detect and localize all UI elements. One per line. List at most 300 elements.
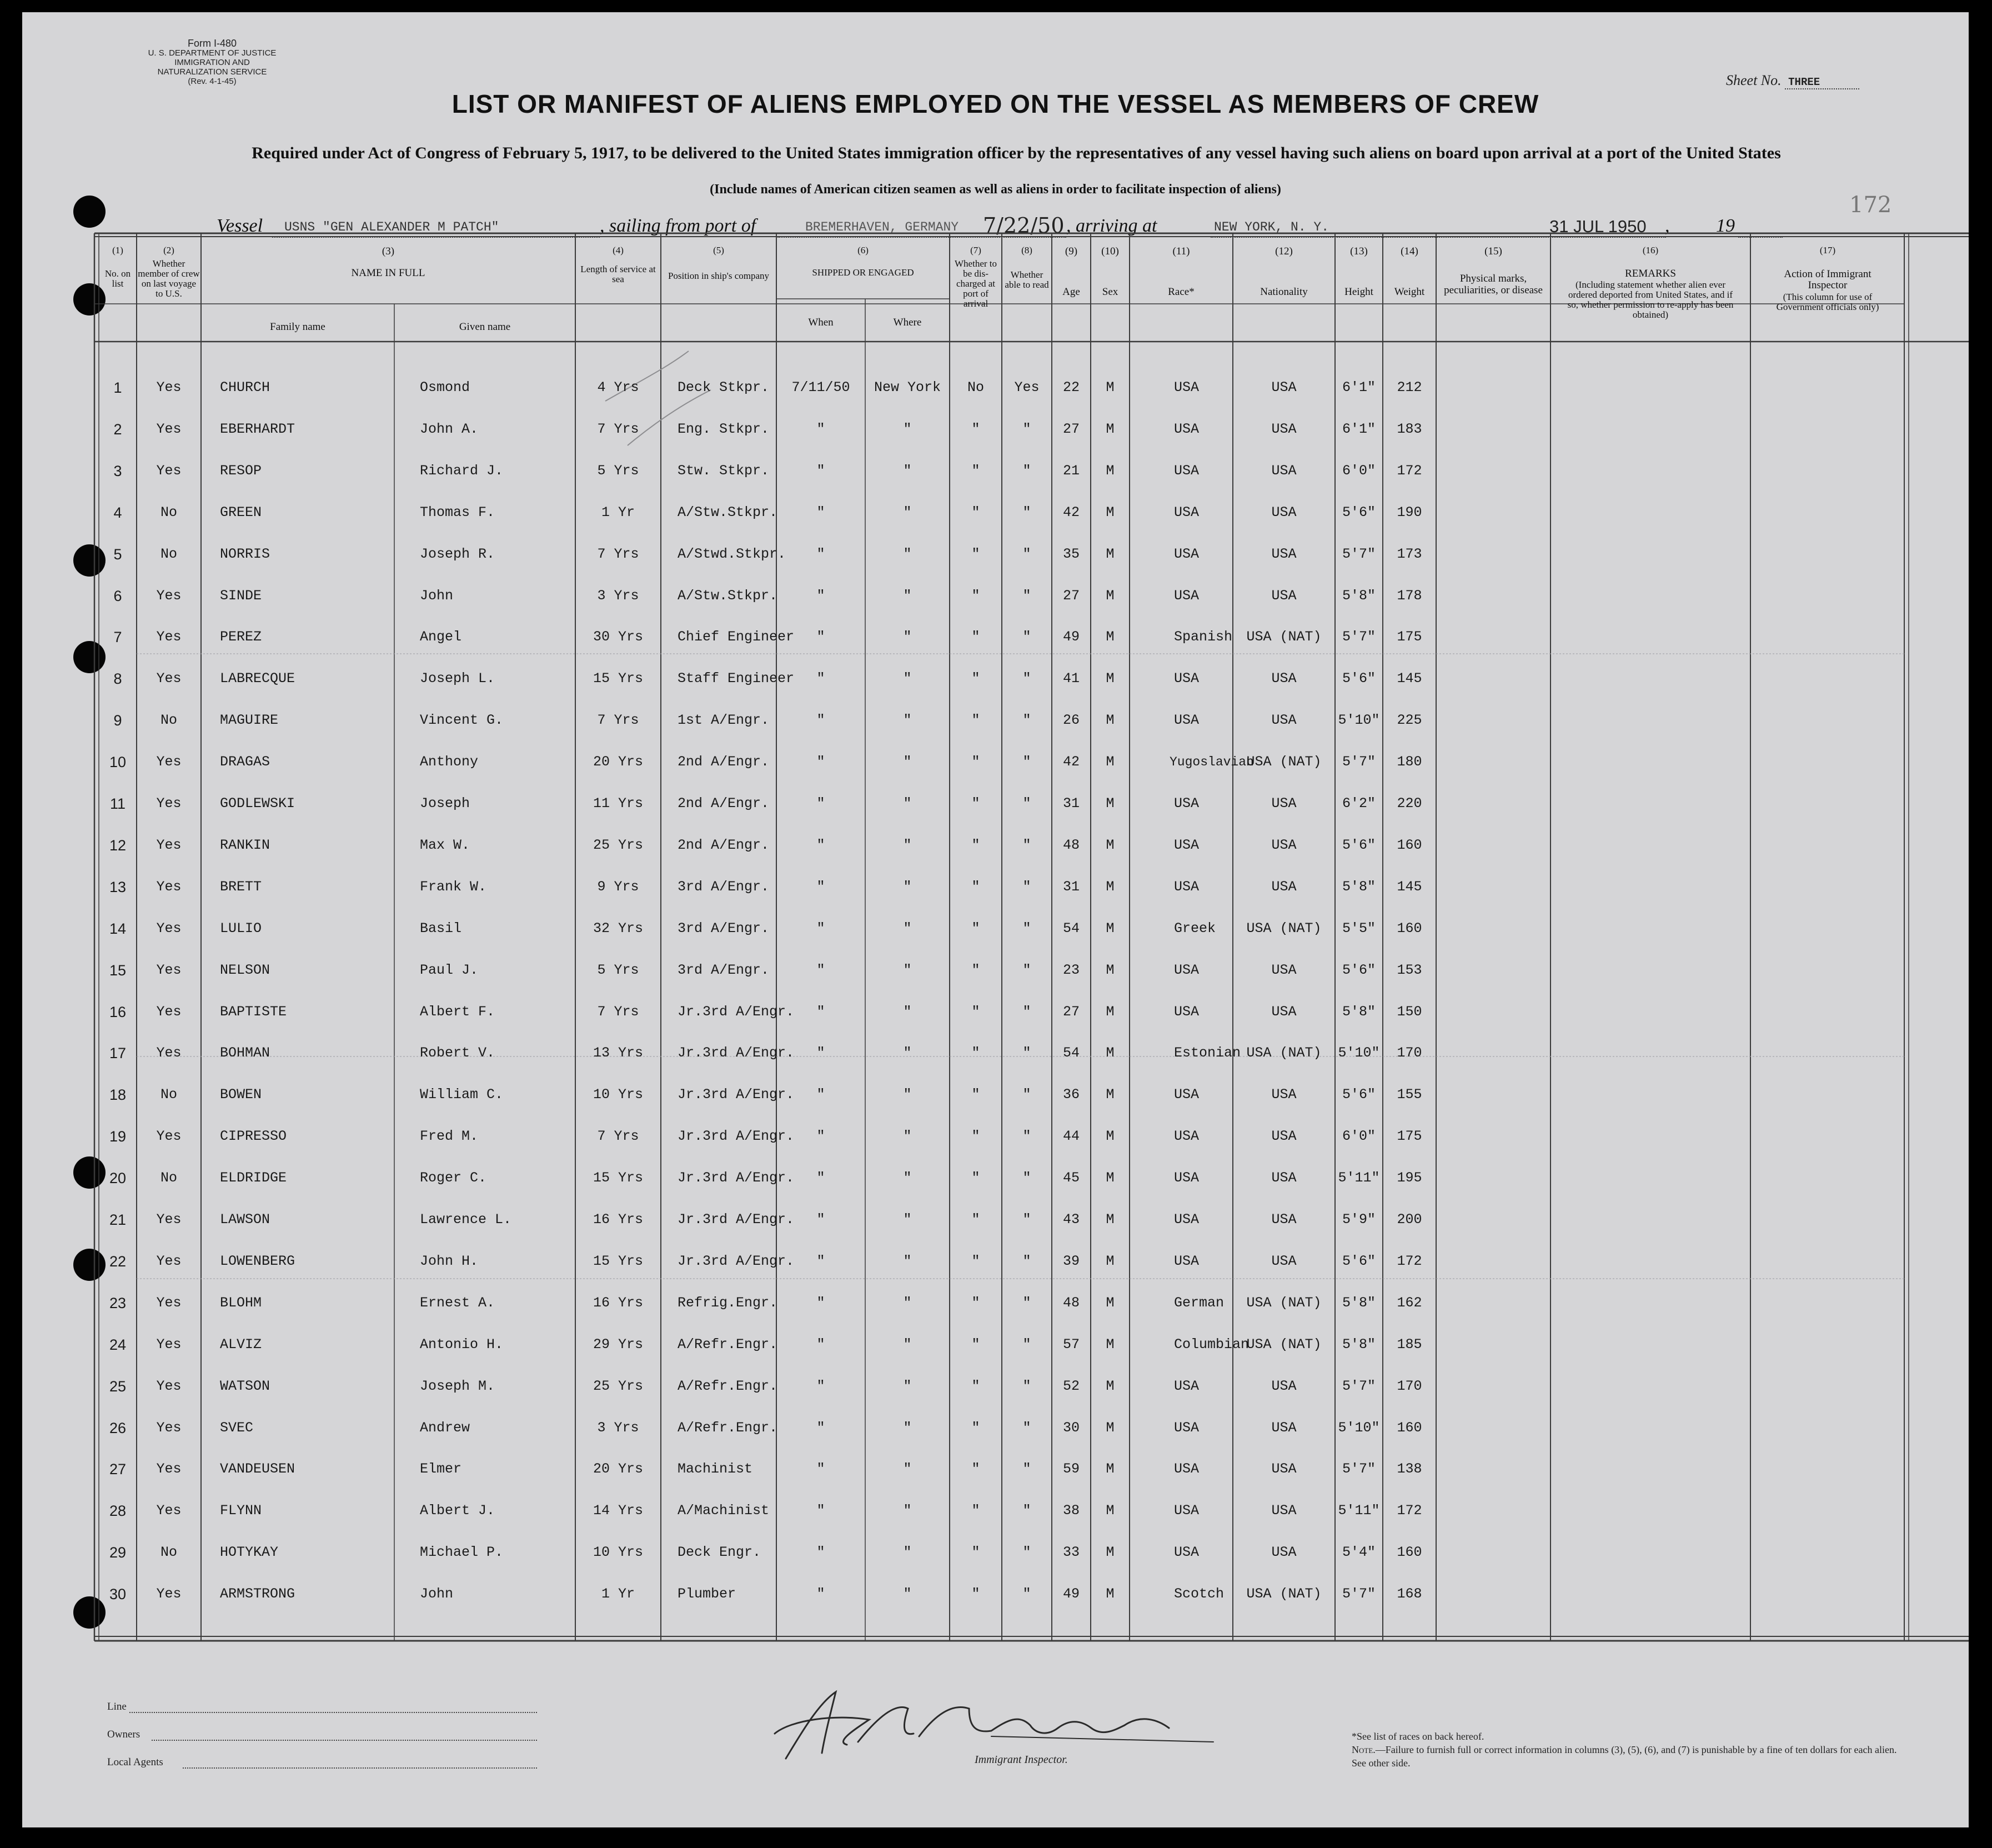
- service-length-cell: 3 Yrs: [597, 1420, 639, 1436]
- age-cell: 38: [1062, 1503, 1080, 1519]
- shipped-when-cell: ": [816, 1086, 825, 1103]
- weight-cell: 220: [1397, 795, 1422, 812]
- sheet-number-value: THREE: [1785, 76, 1859, 89]
- shipped-when-cell: ": [816, 1128, 825, 1144]
- weight-cell: 150: [1397, 1004, 1422, 1020]
- weight-cell: 160: [1397, 920, 1422, 936]
- col9-num: (9): [1065, 246, 1078, 257]
- shipped-where-cell: ": [903, 1128, 912, 1144]
- age-cell: 35: [1062, 546, 1080, 562]
- col12-num: (12): [1275, 246, 1293, 257]
- able-to-read-cell: ": [1022, 1211, 1031, 1228]
- age-cell: 49: [1062, 1586, 1080, 1602]
- last-voyage-cell: Yes: [156, 588, 182, 604]
- shipped-when-cell: ": [816, 463, 825, 479]
- position-cell: Staff Engineer: [678, 670, 795, 687]
- table-row: [22, 496, 1969, 529]
- nationality-cell: USA (NAT): [1246, 1586, 1322, 1602]
- age-cell: 27: [1062, 588, 1080, 604]
- given-name-header: Given name: [459, 321, 511, 333]
- given-name-cell: Basil: [420, 920, 462, 936]
- given-name-cell: Max W.: [420, 837, 470, 853]
- col16-note: (Including statement whether alien ever ordered deported from United States, and if so, whether permission to re-apply has been obtained): [1567, 279, 1734, 320]
- shipped-where-cell: ": [903, 588, 912, 604]
- height-cell: 5'7": [1342, 629, 1376, 645]
- position-cell: 2nd A/Engr.: [678, 837, 770, 853]
- position-cell: Refrig.Engr.: [678, 1295, 778, 1311]
- col12-label: Nationality: [1260, 286, 1308, 298]
- service-length-cell: 13 Yrs: [593, 1045, 643, 1061]
- height-cell: 5'10": [1338, 712, 1380, 728]
- agents-label: Local Agents: [107, 1756, 163, 1768]
- family-name-cell: WATSON: [220, 1378, 270, 1394]
- shipped-where-cell: ": [903, 546, 912, 562]
- nationality-cell: USA: [1271, 1378, 1297, 1394]
- height-cell: 5'6": [1342, 1086, 1376, 1103]
- list-number-cell: 25: [109, 1378, 127, 1395]
- weight-cell: 173: [1397, 546, 1422, 562]
- last-voyage-cell: Yes: [156, 463, 182, 479]
- table-row: [22, 1328, 1969, 1361]
- col16-label: REMARKS: [1625, 268, 1676, 279]
- last-voyage-cell: Yes: [156, 837, 182, 853]
- table-row: [22, 579, 1969, 613]
- able-to-read-cell: ": [1022, 1170, 1031, 1186]
- col11-num: (11): [1172, 246, 1190, 257]
- col9-header: [1052, 246, 1091, 298]
- shipped-where-cell: ": [903, 1295, 912, 1311]
- discharged-cell: ": [971, 1503, 980, 1519]
- sheet-number-label: Sheet No.: [1726, 72, 1782, 88]
- nationality-cell: USA: [1271, 1544, 1297, 1560]
- nationality-cell: USA (NAT): [1246, 1295, 1322, 1311]
- table-row: [22, 1286, 1969, 1320]
- service-length-cell: 30 Yrs: [593, 629, 643, 645]
- col3-header: [201, 246, 575, 279]
- shipped-when-cell: ": [816, 670, 825, 687]
- age-cell: 48: [1062, 837, 1080, 853]
- col10-num: (10): [1101, 246, 1119, 257]
- weight-cell: 185: [1397, 1336, 1422, 1353]
- sex-cell: M: [1106, 962, 1115, 978]
- col8-header: [1002, 246, 1052, 290]
- shipped-when-cell: ": [816, 795, 825, 812]
- race-cell: Scotch: [1174, 1586, 1225, 1602]
- height-cell: 5'7": [1342, 1461, 1376, 1477]
- height-cell: 5'11": [1338, 1503, 1380, 1519]
- table-row: [22, 1245, 1969, 1278]
- discharged-cell: ": [971, 546, 980, 562]
- age-cell: 22: [1062, 379, 1080, 395]
- shipped-when-cell: ": [816, 1295, 825, 1311]
- family-name-cell: BOWEN: [220, 1086, 262, 1103]
- height-cell: 5'8": [1342, 879, 1376, 895]
- able-to-read-cell: ": [1022, 421, 1031, 437]
- sex-cell: M: [1106, 1378, 1115, 1394]
- weight-cell: 180: [1397, 754, 1422, 770]
- last-voyage-cell: Yes: [156, 879, 182, 895]
- race-cell: USA: [1174, 670, 1200, 687]
- nationality-cell: USA: [1271, 1004, 1297, 1020]
- last-voyage-cell: Yes: [156, 1295, 182, 1311]
- position-cell: Jr.3rd A/Engr.: [678, 1170, 795, 1186]
- weight-cell: 200: [1397, 1211, 1422, 1228]
- nationality-cell: USA: [1271, 1170, 1297, 1186]
- col13-num: (13): [1350, 246, 1368, 257]
- sex-cell: M: [1106, 1420, 1115, 1436]
- col16-header: [1555, 246, 1746, 320]
- service-length-cell: 20 Yrs: [593, 1461, 643, 1477]
- able-to-read-cell: ": [1022, 1295, 1031, 1311]
- form-number: Form I-480: [187, 38, 237, 49]
- shipped-when-cell: ": [816, 1336, 825, 1353]
- nationality-cell: USA (NAT): [1246, 1336, 1322, 1353]
- shipped-when-cell: ": [816, 421, 825, 437]
- shipped-where-cell: ": [903, 1336, 912, 1353]
- nationality-cell: USA: [1271, 379, 1297, 395]
- family-name-cell: HOTYKAY: [220, 1544, 279, 1560]
- discharged-cell: ": [971, 1378, 980, 1394]
- height-cell: 5'8": [1342, 1004, 1376, 1020]
- able-to-read-cell: ": [1022, 1461, 1031, 1477]
- height-cell: 5'10": [1338, 1045, 1380, 1061]
- family-name-cell: RANKIN: [220, 837, 270, 853]
- col15-num: (15): [1484, 246, 1502, 257]
- list-number-cell: 8: [113, 670, 122, 687]
- shipped-when-cell: ": [816, 1461, 825, 1477]
- discharged-cell: ": [971, 1045, 980, 1061]
- sex-cell: M: [1106, 1503, 1115, 1519]
- discharged-cell: ": [971, 1295, 980, 1311]
- table-row: [22, 371, 1969, 404]
- age-cell: 57: [1062, 1336, 1080, 1353]
- position-cell: Plumber: [678, 1586, 736, 1602]
- family-name-cell: ELDRIDGE: [220, 1170, 287, 1186]
- age-cell: 59: [1062, 1461, 1080, 1477]
- position-cell: Jr.3rd A/Engr.: [678, 1211, 795, 1228]
- table-row: [22, 1411, 1969, 1445]
- family-name-cell: VANDEUSEN: [220, 1461, 295, 1477]
- service-length-cell: 9 Yrs: [597, 879, 639, 895]
- footer-agents: [107, 1756, 163, 1769]
- shipped-when-cell: ": [816, 1045, 825, 1061]
- age-cell: 49: [1062, 629, 1080, 645]
- col14-label: Weight: [1394, 286, 1425, 298]
- weight-cell: 225: [1397, 712, 1422, 728]
- age-cell: 42: [1062, 504, 1080, 520]
- position-cell: 2nd A/Engr.: [678, 754, 770, 770]
- table-row: [22, 1120, 1969, 1153]
- age-cell: 27: [1062, 1004, 1080, 1020]
- race-cell: USA: [1174, 1461, 1200, 1477]
- family-name-cell: SVEC: [220, 1420, 254, 1436]
- shipped-where-cell: ": [903, 1045, 912, 1061]
- race-note: *See list of races on back hereof.: [1352, 1731, 1484, 1742]
- discharged-cell: ": [971, 1336, 980, 1353]
- shipped-where-cell: ": [903, 1378, 912, 1394]
- age-cell: 48: [1062, 1295, 1080, 1311]
- given-name-cell: Robert V.: [420, 1045, 495, 1061]
- shipped-where-cell: ": [903, 795, 912, 812]
- position-cell: Stw. Stkpr.: [678, 463, 770, 479]
- position-cell: 3rd A/Engr.: [678, 879, 770, 895]
- weight-cell: 195: [1397, 1170, 1422, 1186]
- shipped-when-cell: ": [816, 629, 825, 645]
- able-to-read-cell: ": [1022, 1586, 1031, 1602]
- last-voyage-cell: Yes: [156, 1128, 182, 1144]
- race-cell: USA: [1174, 546, 1200, 562]
- shipped-where-cell: ": [903, 1544, 912, 1560]
- table-row: [22, 787, 1969, 820]
- position-cell: A/Refr.Engr.: [678, 1420, 778, 1436]
- age-cell: 41: [1062, 670, 1080, 687]
- line-label: Line: [107, 1701, 127, 1712]
- shipped-where-cell: ": [903, 504, 912, 520]
- last-voyage-cell: Yes: [156, 1420, 182, 1436]
- age-cell: 52: [1062, 1378, 1080, 1394]
- weight-cell: 172: [1397, 1503, 1422, 1519]
- page-title: LIST OR MANIFEST OF ALIENS EMPLOYED ON THE VESSEL AS MEMBERS OF CREW: [451, 89, 1539, 118]
- position-cell: Deck Engr.: [678, 1544, 761, 1560]
- height-cell: 6'1": [1342, 421, 1376, 437]
- discharged-cell: ": [971, 1086, 980, 1103]
- discharged-cell: ": [971, 629, 980, 645]
- service-length-cell: 32 Yrs: [593, 920, 643, 936]
- given-name-cell: John A.: [420, 421, 479, 437]
- able-to-read-cell: ": [1022, 1004, 1031, 1020]
- last-voyage-cell: Yes: [156, 1461, 182, 1477]
- list-number-cell: 6: [113, 588, 122, 604]
- col3-num: (3): [382, 246, 395, 257]
- position-cell: Deck Stkpr.: [678, 379, 770, 395]
- able-to-read-cell: ": [1022, 754, 1031, 770]
- sex-cell: M: [1106, 629, 1115, 645]
- inspector-label: Immigrant Inspector.: [975, 1754, 1068, 1766]
- shipped-when-cell: ": [816, 1253, 825, 1269]
- able-to-read-cell: ": [1022, 1378, 1031, 1394]
- col15-header: [1441, 246, 1546, 296]
- shipped-when-cell: ": [816, 546, 825, 562]
- col2-header: [138, 246, 200, 299]
- family-name-cell: BOHMAN: [220, 1045, 270, 1061]
- col15-label: Physical marks, peculiarities, or disease: [1444, 273, 1543, 296]
- last-voyage-cell: Yes: [156, 1004, 182, 1020]
- age-cell: 26: [1062, 712, 1080, 728]
- age-cell: 54: [1062, 1045, 1080, 1061]
- given-name-cell: William C.: [420, 1086, 504, 1103]
- shipped-when-cell: ": [816, 1503, 825, 1519]
- last-voyage-cell: Yes: [156, 629, 182, 645]
- able-to-read-cell: ": [1022, 962, 1031, 978]
- last-voyage-cell: Yes: [156, 1503, 182, 1519]
- discharged-cell: ": [971, 712, 980, 728]
- able-to-read-cell: ": [1022, 1420, 1031, 1436]
- col1-num: (1): [112, 245, 123, 256]
- family-name-cell: CIPRESSO: [220, 1128, 287, 1144]
- given-name-cell: Frank W.: [420, 879, 487, 895]
- weight-cell: 145: [1397, 879, 1422, 895]
- col7-num: (7): [970, 245, 981, 256]
- discharged-cell: ": [971, 421, 980, 437]
- shipped-where-cell: ": [903, 670, 912, 687]
- age-cell: 36: [1062, 1086, 1080, 1103]
- nationality-cell: USA (NAT): [1246, 920, 1322, 936]
- able-to-read-cell: ": [1022, 1128, 1031, 1144]
- nationality-cell: USA: [1271, 670, 1297, 687]
- position-cell: A/Stwd.Stkpr.: [678, 546, 786, 562]
- height-cell: 5'11": [1338, 1170, 1380, 1186]
- list-number-cell: 29: [109, 1544, 127, 1561]
- shipped-where-cell: ": [903, 629, 912, 645]
- col7-header: [950, 246, 1002, 309]
- given-name-cell: Joseph M.: [420, 1378, 495, 1394]
- service-length-cell: 4 Yrs: [597, 379, 639, 395]
- able-to-read-cell: ": [1022, 1253, 1031, 1269]
- height-cell: 5'10": [1338, 1420, 1380, 1436]
- last-voyage-cell: No: [160, 1544, 177, 1560]
- height-cell: 5'8": [1342, 588, 1376, 604]
- table-row: [22, 995, 1969, 1029]
- inspector-signature: [769, 1681, 1225, 1764]
- table-row: [22, 1453, 1969, 1486]
- col6-header: [776, 246, 950, 278]
- sex-cell: M: [1106, 379, 1115, 395]
- sex-cell: M: [1106, 1211, 1115, 1228]
- family-name-cell: LULIO: [220, 920, 262, 936]
- discharged-cell: ": [971, 1004, 980, 1020]
- weight-cell: 160: [1397, 837, 1422, 853]
- shipped-where-cell: ": [903, 1586, 912, 1602]
- col4-num: (4): [613, 245, 624, 256]
- shipped-where-cell: ": [903, 1086, 912, 1103]
- table-row: [22, 662, 1969, 695]
- col11-header: [1130, 246, 1233, 298]
- shipped-where-cell: ": [903, 837, 912, 853]
- weight-cell: 145: [1397, 670, 1422, 687]
- table-row: [22, 1577, 1969, 1611]
- given-name-cell: Joseph R.: [420, 546, 495, 562]
- family-name-cell: GREEN: [220, 504, 262, 520]
- family-name-cell: BAPTISTE: [220, 1004, 287, 1020]
- height-cell: 5'6": [1342, 670, 1376, 687]
- list-number-cell: 26: [109, 1420, 127, 1436]
- given-name-cell: Albert F.: [420, 1004, 495, 1020]
- discharged-cell: ": [971, 1461, 980, 1477]
- given-name-cell: Andrew: [420, 1420, 470, 1436]
- position-cell: 3rd A/Engr.: [678, 962, 770, 978]
- able-to-read-cell: ": [1022, 1086, 1031, 1103]
- col6-label: SHIPPED OR ENGAGED: [812, 267, 914, 278]
- position-cell: A/Machinist: [678, 1503, 770, 1519]
- list-number-cell: 19: [109, 1128, 127, 1145]
- age-cell: 44: [1062, 1128, 1080, 1144]
- nationality-cell: USA: [1271, 421, 1297, 437]
- sex-cell: M: [1106, 1086, 1115, 1103]
- table-row: [22, 1370, 1969, 1403]
- nationality-cell: USA: [1271, 795, 1297, 812]
- shipped-when-cell: ": [816, 1211, 825, 1228]
- last-voyage-cell: Yes: [156, 1336, 182, 1353]
- col14-header: [1383, 246, 1436, 298]
- given-name-cell: Osmond: [420, 379, 470, 395]
- list-number-cell: 1: [113, 379, 122, 396]
- discharged-cell: ": [971, 463, 980, 479]
- age-cell: 45: [1062, 1170, 1080, 1186]
- weight-cell: 170: [1397, 1045, 1422, 1061]
- service-length-cell: 15 Yrs: [593, 670, 643, 687]
- table-row: [22, 745, 1969, 779]
- family-name-cell: BRETT: [220, 879, 262, 895]
- family-name-cell: DRAGAS: [220, 754, 270, 770]
- position-cell: 3rd A/Engr.: [678, 920, 770, 936]
- sex-cell: M: [1106, 1295, 1115, 1311]
- arrival-date: 31 JUL 1950: [1549, 217, 1647, 236]
- weight-cell: 160: [1397, 1420, 1422, 1436]
- given-name-cell: Thomas F.: [420, 504, 495, 520]
- table-row: [22, 538, 1969, 571]
- fine-note: —Failure to furnish full or correct information in columns (3), (5), (6), and (7) is punishable by a fine of ten dollars for each alien. See other side.: [1352, 1744, 1897, 1769]
- age-cell: 23: [1062, 962, 1080, 978]
- table-row: [22, 1078, 1969, 1111]
- sex-cell: M: [1106, 920, 1115, 936]
- service-length-cell: 7 Yrs: [597, 1128, 639, 1144]
- col16-num: (16): [1642, 245, 1659, 256]
- service-length-cell: 11 Yrs: [593, 795, 643, 812]
- weight-cell: 172: [1397, 463, 1422, 479]
- family-name-cell: NELSON: [220, 962, 270, 978]
- owners-label: Owners: [107, 1729, 141, 1740]
- family-name-cell: RESOP: [220, 463, 262, 479]
- given-name-cell: Richard J.: [420, 463, 504, 479]
- able-to-read-cell: ": [1022, 463, 1031, 479]
- nationality-cell: USA (NAT): [1246, 629, 1322, 645]
- service-length-cell: 10 Yrs: [593, 1086, 643, 1103]
- service-length-cell: 7 Yrs: [597, 546, 639, 562]
- table-row: [22, 620, 1969, 654]
- family-name-cell: LAWSON: [220, 1211, 270, 1228]
- col17-header: [1755, 246, 1900, 312]
- discharged-cell: ": [971, 795, 980, 812]
- height-cell: 6'1": [1342, 379, 1376, 395]
- col17-label: Action of Immigrant Inspector: [1784, 268, 1871, 291]
- height-cell: 6'2": [1342, 795, 1376, 812]
- port-to: NEW YORK, N. Y.: [1214, 220, 1329, 234]
- given-name-cell: Vincent G.: [420, 712, 504, 728]
- last-voyage-cell: Yes: [156, 1378, 182, 1394]
- department-name: U. S. DEPARTMENT OF JUSTICE: [148, 48, 277, 58]
- nationality-cell: USA: [1271, 1211, 1297, 1228]
- race-cell: Spanish: [1174, 629, 1233, 645]
- position-cell: Jr.3rd A/Engr.: [678, 1004, 795, 1020]
- height-cell: 5'5": [1342, 920, 1376, 936]
- family-name-cell: ARMSTRONG: [220, 1586, 295, 1602]
- col6-num: (6): [857, 245, 869, 256]
- weight-cell: 162: [1397, 1295, 1422, 1311]
- given-name-cell: Angel: [420, 629, 462, 645]
- able-to-read-cell: ": [1022, 1045, 1031, 1061]
- note-label: Note.: [1352, 1744, 1376, 1755]
- height-cell: 5'4": [1342, 1544, 1376, 1560]
- able-to-read-cell: ": [1022, 1503, 1031, 1519]
- table-row: [22, 870, 1969, 904]
- col1-label: No. on list: [104, 268, 131, 289]
- shipped-when-cell: ": [816, 1378, 825, 1394]
- service-length-cell: 5 Yrs: [597, 463, 639, 479]
- shipped-when-cell: ": [816, 920, 825, 936]
- given-name-cell: Albert J.: [420, 1503, 495, 1519]
- col7-label: Whether to be dis-charged at port of arrival: [955, 258, 997, 309]
- sex-cell: M: [1106, 1461, 1115, 1477]
